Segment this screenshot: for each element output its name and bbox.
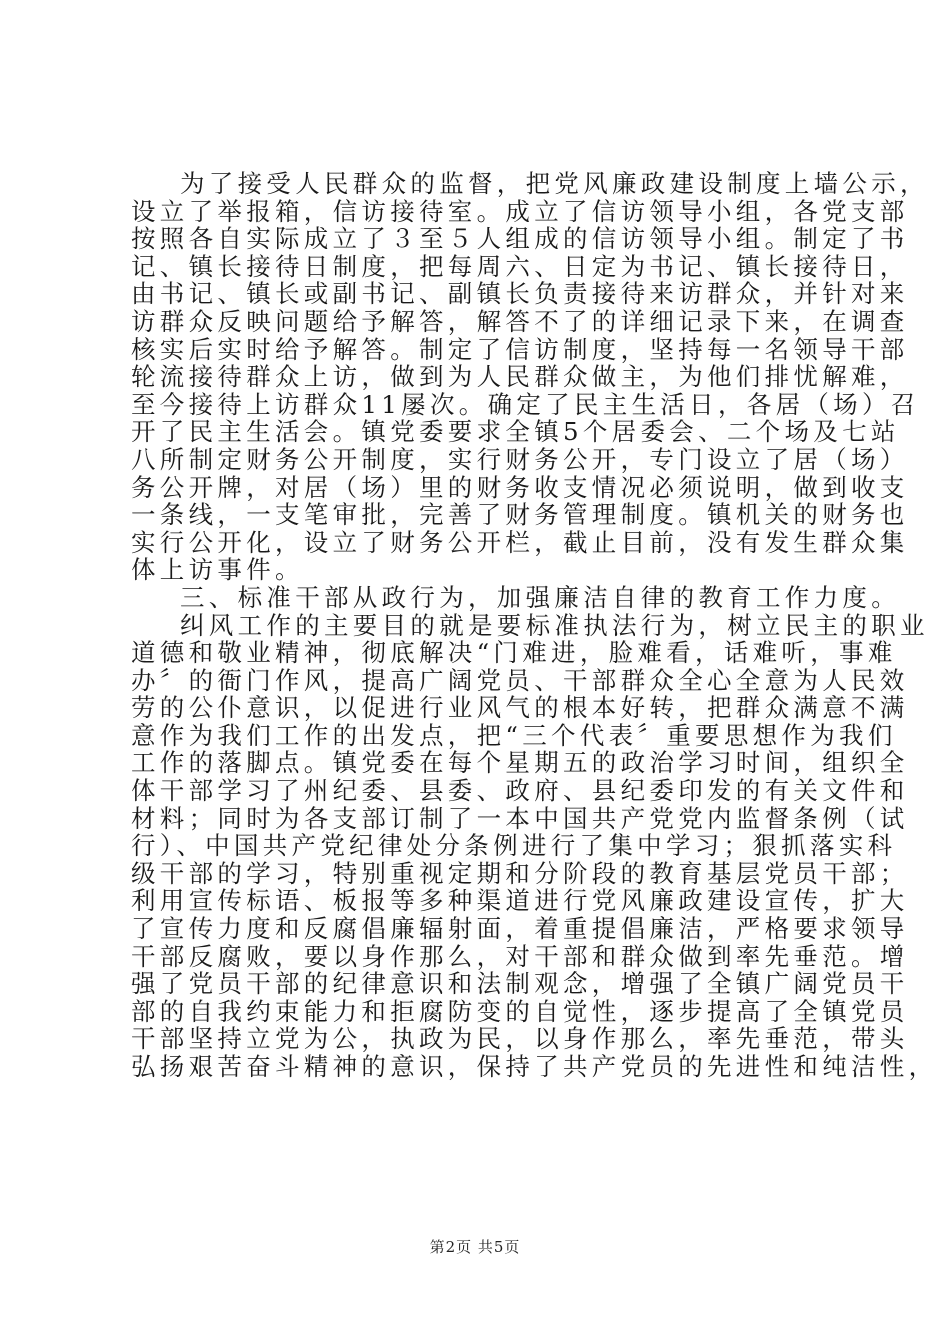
text-line: 由书记、镇长或副书记、副镇长负责接待来访群众，并针对来 xyxy=(131,279,909,309)
text-line: 级干部的学习，特别重视定期和分阶段的教育基层党员干部； xyxy=(131,858,909,888)
text-line: 按照各自实际成立了３至５人组成的信访领导小组。制定了书 xyxy=(131,224,909,254)
section-heading-text: 三、标准干部从政行为，加强廉洁自律的教育工作力度。 xyxy=(180,582,900,612)
text-line: 设立了举报箱，信访接待室。成立了信访领导小组，各党支部 xyxy=(131,196,909,226)
text-line: 干部反腐败，要以身作那么，对干部和群众做到率先垂范。增 xyxy=(131,941,909,971)
text-line: 弘扬艰苦奋斗精神的意识，保持了共产党员的先进性和纯洁性， xyxy=(131,1052,938,1081)
text-line: 纠风工作的主要目的就是要标准执法行为，树立民主的职业 xyxy=(180,610,929,640)
text-line: 利用宣传标语、板报等多种渠道进行党风廉政建设宣传，扩大 xyxy=(131,886,909,916)
text-line: 务公开牌，对居（场）里的财务收支情况必须说明，做到收支 xyxy=(131,472,909,502)
section-heading xyxy=(131,582,900,612)
text-line: 体干部学习了州纪委、县委、政府、县纪委印发的有关文件和 xyxy=(131,776,909,806)
paragraph-petition-system xyxy=(131,169,929,585)
text-line: 工作的落脚点。镇党委在每个星期五的政治学习时间，组织全 xyxy=(131,748,909,778)
text-line: 劳的公仆意识，以促进行业风气的根本好转，把群众满意不满 xyxy=(131,693,909,723)
page-number-footer: 第2页 共5页 xyxy=(429,1238,521,1256)
text-line: 为了接受人民群众的监督，把党风廉政建设制度上墙公示， xyxy=(180,169,929,198)
text-line: 强了党员干部的纪律意识和法制观念，增强了全镇广阔党员干 xyxy=(131,969,909,999)
text-line: 部的自我约束能力和拒腐防变的自觉性，逐步提高了全镇党员 xyxy=(131,996,909,1026)
text-line: 至今接待上访群众11屡次。确定了民主生活日，各居（场）召 xyxy=(131,389,920,419)
text-line: 开了民主生活会。镇党委要求全镇5个居委会、二个场及七站 xyxy=(131,417,900,447)
text-line: 记、镇长接待日制度，把每周六、日定为书记、镇长接待日， xyxy=(131,251,909,281)
paragraph-conduct-education xyxy=(131,610,938,1081)
text-line: 办〞的衙门作风，提高广阔党员、干部群众全心全意为人民效 xyxy=(131,665,909,695)
text-line: 行）、中国共产党纪律处分条例进行了集中学习；狠抓落实科 xyxy=(131,831,897,861)
text-line: 意作为我们工作的出发点，把“三个代表〞重要思想作为我们 xyxy=(131,720,897,750)
text-line: 体上访事件。 xyxy=(131,555,304,585)
text-line: 实行公开化，设立了财务公开栏，截止目前，没有发生群众集 xyxy=(131,527,909,557)
text-line: 材料；同时为各支部订制了一本中国共产党党内监督条例（试 xyxy=(131,803,909,833)
text-line: 访群众反映问题给予解答，解答不了的详细记录下来，在调查 xyxy=(131,306,909,336)
text-line: 八所制定财务公开制度，实行财务公开，专门设立了居（场） xyxy=(131,444,909,474)
text-line: 了宣传力度和反腐倡廉辐射面，着重提倡廉洁，严格要求领导 xyxy=(131,914,909,944)
text-line: 核实后实时给予解答。制定了信访制度，坚持每一名领导干部 xyxy=(131,334,909,364)
document-body xyxy=(131,169,938,1081)
text-line: 轮流接待群众上访，做到为人民群众做主，为他们排忧解难， xyxy=(131,362,909,392)
text-line: 干部坚持立党为公，执政为民，以身作那么，率先垂范，带头 xyxy=(131,1024,909,1054)
text-line: 道德和敬业精神，彻底解决“门难进，脸难看，话难听，事难 xyxy=(131,638,897,668)
text-line: 一条线，一支笔审批，完善了财务管理制度。镇机关的财务也 xyxy=(131,500,909,530)
